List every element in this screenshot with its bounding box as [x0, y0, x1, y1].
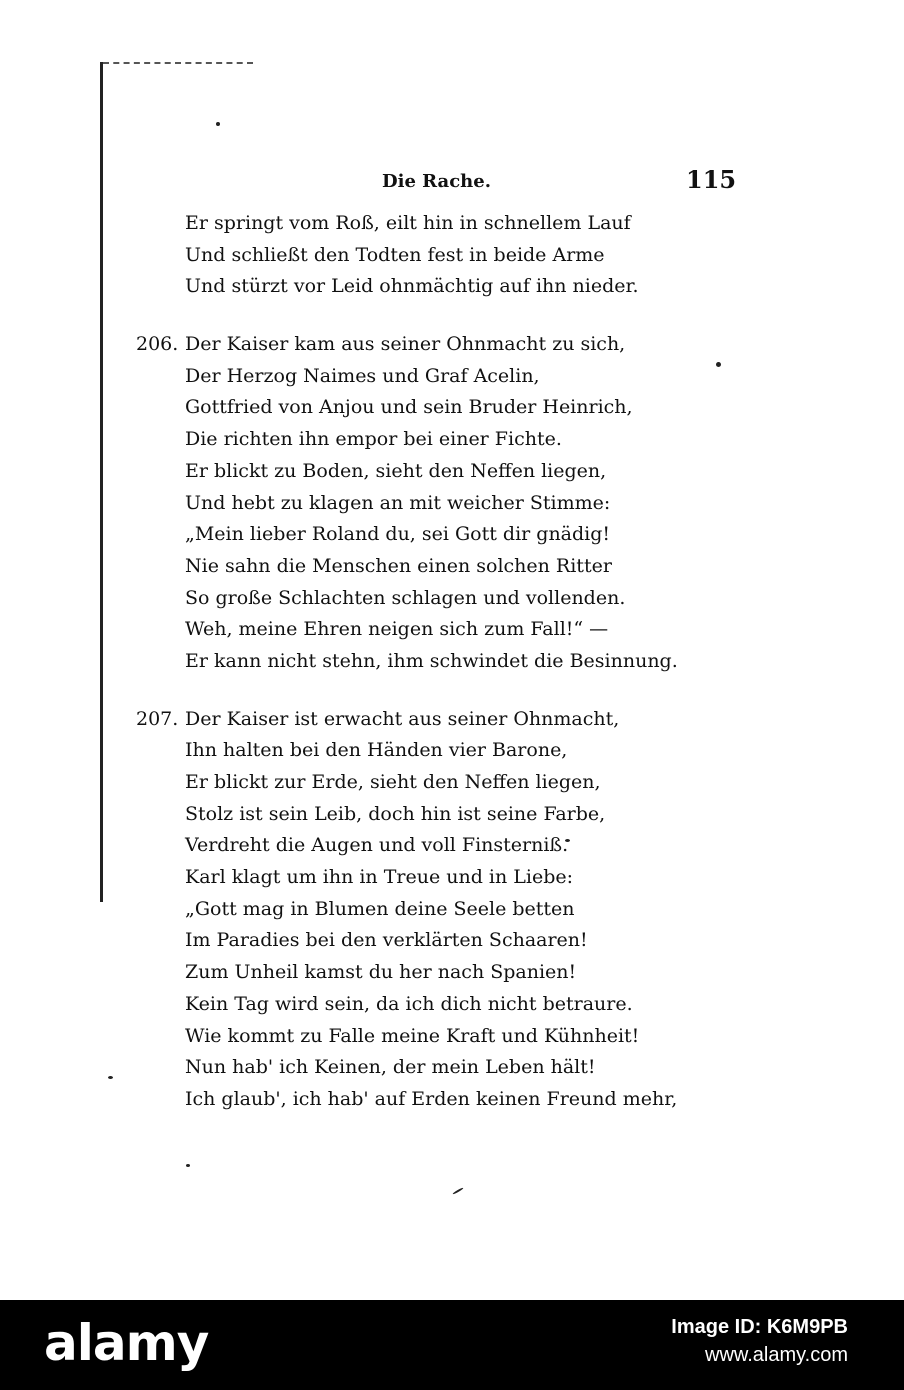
verse-text: Gottfried von Anjou und sein Bruder Heinrich,	[185, 396, 633, 419]
stanza-number: 206.	[136, 333, 179, 356]
verse-line	[136, 240, 736, 272]
verse-line	[136, 862, 736, 894]
verse-line	[136, 989, 736, 1021]
stanza-number: 207.	[136, 707, 179, 730]
verse-text: Der Kaiser kam aus seiner Ohnmacht zu sich,	[185, 333, 626, 356]
verse-line	[136, 894, 736, 926]
verse-line	[136, 799, 736, 831]
verse-text: Weh, meine Ehren neigen sich zum Fall!“ —	[185, 618, 609, 641]
verse-text: Wie kommt zu Falle meine Kraft und Kühnheit!	[185, 1024, 640, 1047]
verse-line	[136, 767, 736, 799]
brand-logo: alamy	[44, 1314, 209, 1372]
verse-text: So große Schlachten schlagen und vollenden.	[185, 586, 626, 609]
verse-line	[136, 925, 736, 957]
verse-text: Er blickt zur Erde, sieht den Neffen liegen,	[185, 771, 601, 793]
verse-text: Und schließt den Todten fest in beide Arme	[185, 243, 605, 266]
verse-line	[136, 488, 736, 520]
ink-speck	[186, 1164, 190, 1167]
stanza	[136, 329, 736, 678]
verse-body	[136, 208, 736, 1142]
verse-text: Der Kaiser ist erwacht aus seiner Ohnmacht,	[185, 707, 620, 730]
verse-line	[136, 735, 736, 767]
verse-line	[136, 957, 736, 989]
ink-speck	[108, 1076, 113, 1079]
verse-line	[136, 704, 736, 736]
verse-text: „Mein lieber Roland du, sei Gott dir gnädig!	[185, 523, 611, 546]
verse-line	[136, 646, 736, 678]
verse-line	[136, 583, 736, 615]
verse-text: Ich glaub', ich hab' auf Erden keinen Freund mehr,	[185, 1087, 678, 1110]
verse-line	[136, 456, 736, 488]
verse-line	[136, 519, 736, 551]
ink-speck	[216, 122, 220, 126]
binding-top-rule	[103, 62, 253, 64]
verse-text: Nun hab' ich Keinen, der mein Leben hält!	[185, 1056, 596, 1079]
verse-text: Ihn halten bei den Händen vier Barone,	[185, 739, 568, 762]
verse-text: Verdreht die Augen und voll Finsterniß.	[185, 834, 569, 857]
verse-text: Kein Tag wird sein, da ich dich nicht betraure.	[185, 992, 633, 1015]
verse-text: Nie sahn die Menschen einen solchen Ritter	[185, 554, 612, 577]
running-title: Die Rache.	[382, 171, 491, 192]
verse-text: Er blickt zu Boden, sieht den Neffen liegen,	[185, 459, 607, 482]
verse-text: Und hebt zu klagen an mit weicher Stimme:	[185, 491, 611, 514]
verse-line	[136, 551, 736, 583]
verse-text: Im Paradies bei den verklärten Schaaren!	[185, 929, 588, 952]
verse-text: Karl klagt um ihn in Treue und in Liebe:	[185, 866, 574, 889]
verse-text: Der Herzog Naimes und Graf Acelin,	[185, 364, 540, 387]
ink-speck	[452, 1187, 463, 1195]
verse-line	[136, 1021, 736, 1053]
verse-text: Stolz ist sein Leib, doch hin ist seine Farbe,	[185, 802, 606, 825]
site-url: www.alamy.com	[705, 1344, 848, 1366]
stanza	[136, 208, 736, 303]
verse-line	[136, 614, 736, 646]
verse-text: „Gott mag in Blumen deine Seele betten	[185, 897, 575, 920]
verse-text: Und stürzt vor Leid ohnmächtig auf ihn nieder.	[185, 275, 639, 298]
stanza	[136, 704, 736, 1116]
verse-line	[136, 361, 736, 393]
page-header	[0, 165, 904, 205]
verse-line	[136, 1052, 736, 1084]
verse-text: Er kann nicht stehn, ihm schwindet die Besinnung.	[185, 649, 678, 672]
verse-line	[136, 329, 736, 361]
verse-line	[136, 424, 736, 456]
watermark-banner	[0, 1300, 904, 1390]
verse-text: Er springt vom Roß, eilt hin in schnellem Lauf	[185, 212, 631, 234]
page-number: 115	[686, 165, 737, 194]
verse-line	[136, 1084, 736, 1116]
verse-line	[136, 830, 736, 862]
verse-line	[136, 392, 736, 424]
verse-text: Die richten ihn empor bei einer Fichte.	[185, 428, 562, 451]
verse-line	[136, 208, 736, 240]
verse-text: Zum Unheil kamst du her nach Spanien!	[185, 961, 577, 984]
verse-line	[136, 271, 736, 303]
image-id: Image ID: K6M9PB	[671, 1316, 848, 1338]
